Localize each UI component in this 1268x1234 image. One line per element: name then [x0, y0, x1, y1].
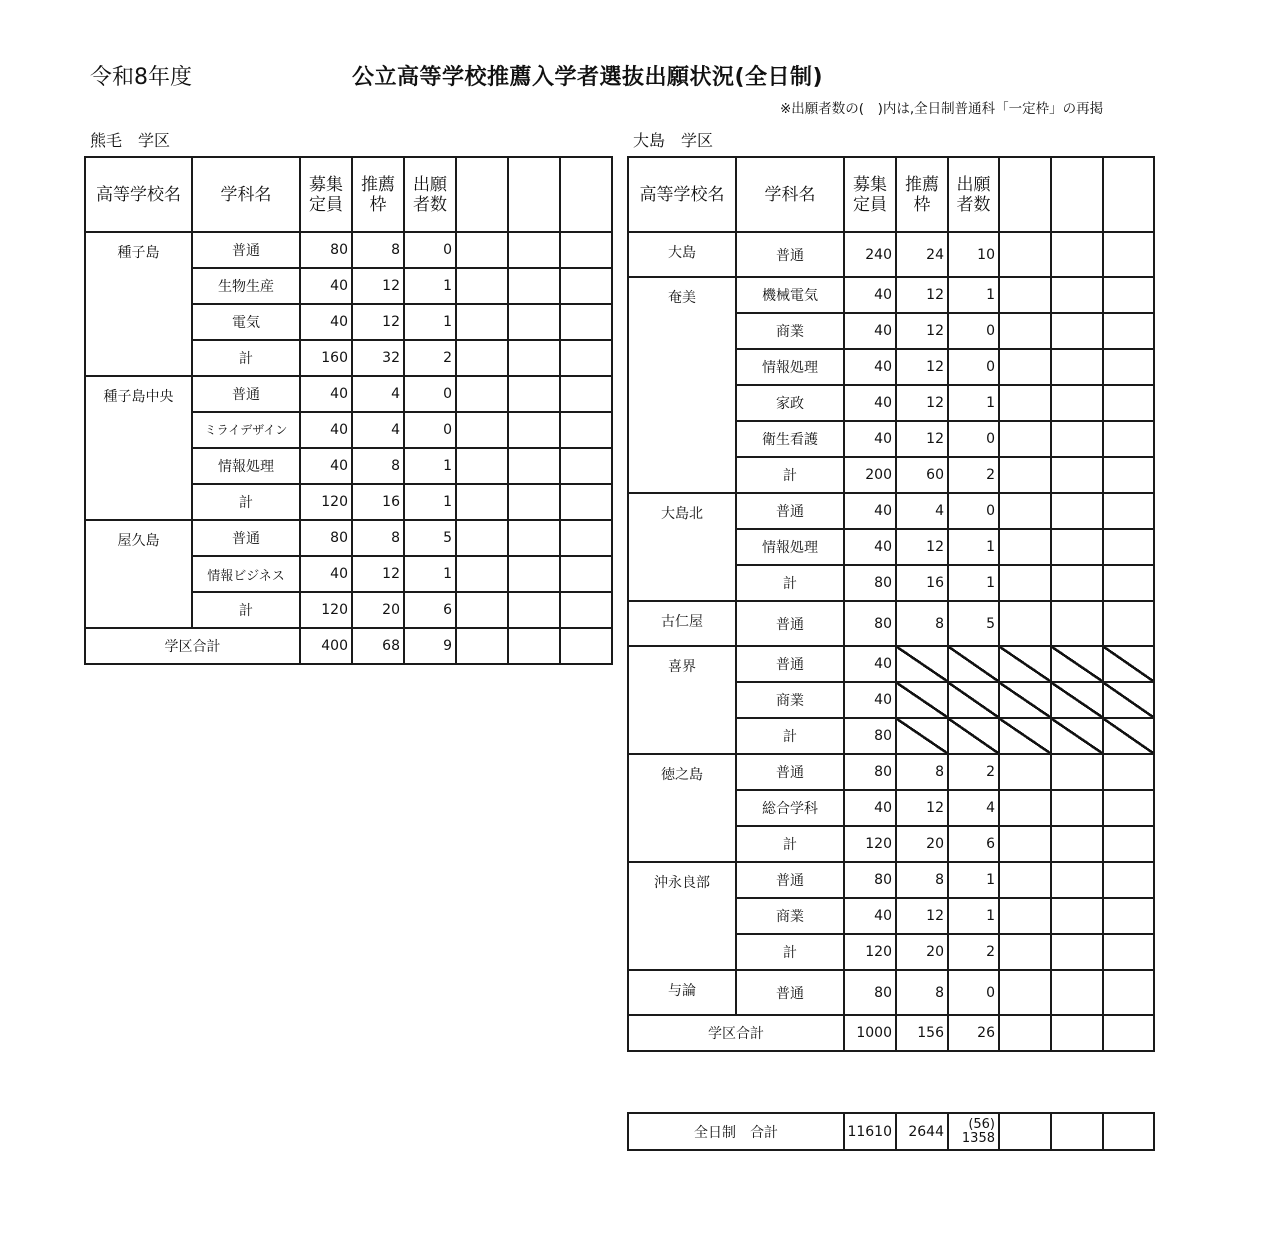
applicants-cell [948, 1113, 999, 1150]
department-name: 普通 [192, 520, 300, 556]
school-name: 沖永良部 [628, 862, 736, 970]
blank-cell [508, 340, 560, 376]
blank-cell [508, 556, 560, 592]
quota-cell: 32 [352, 340, 404, 376]
blank-cell [1103, 457, 1154, 493]
school-name: 古仁屋 [628, 601, 736, 646]
blank-cell [1103, 493, 1154, 529]
applicants-cell: 4 [948, 790, 999, 826]
quota-cell: 4 [896, 493, 948, 529]
blank-cell [1103, 862, 1154, 898]
grand-total-label: 全日制 合計 [628, 1113, 844, 1150]
table-row [628, 646, 1154, 682]
blank-cell [1051, 826, 1103, 862]
fiscal-year: 令和8年度 [90, 65, 192, 90]
quota-cell: 8 [896, 970, 948, 1015]
slashed-cell [1103, 646, 1154, 682]
quota-cell: 8 [352, 232, 404, 268]
quota-cell: 8 [352, 448, 404, 484]
table-row [628, 493, 1154, 529]
school-name: 大島 [628, 232, 736, 277]
capacity-cell: 40 [844, 898, 896, 934]
blank-cell [999, 313, 1051, 349]
blank-cell [508, 628, 560, 664]
applicants-cell: 0 [404, 412, 456, 448]
blank-cell [1051, 349, 1103, 385]
quota-cell: 20 [352, 592, 404, 628]
applicants-cell: 10 [948, 232, 999, 277]
blank-cell [999, 826, 1051, 862]
department-name: 普通 [736, 646, 844, 682]
quota-cell: 8 [896, 754, 948, 790]
applicants-cell: 6 [948, 826, 999, 862]
blank-cell [456, 520, 508, 556]
blank-cell [1051, 385, 1103, 421]
blank-cell [999, 898, 1051, 934]
blank-cell [1103, 313, 1154, 349]
col-header-applicants: 出願 者数 [404, 157, 456, 232]
blank-cell [1103, 934, 1154, 970]
department-name: 普通 [192, 232, 300, 268]
blank-cell [999, 277, 1051, 313]
quota-cell: 12 [352, 268, 404, 304]
capacity-cell: 40 [844, 421, 896, 457]
blank-cell [1051, 862, 1103, 898]
capacity-cell: 40 [844, 529, 896, 565]
blank-cell [1051, 934, 1103, 970]
capacity-cell: 80 [300, 232, 352, 268]
blank-cell [560, 268, 612, 304]
department-name: 普通 [736, 862, 844, 898]
applicants-cell: 0 [948, 421, 999, 457]
school-name: 徳之島 [628, 754, 736, 862]
capacity-cell: 80 [844, 718, 896, 754]
capacity-cell: 40 [844, 493, 896, 529]
blank-cell [1051, 565, 1103, 601]
blank-cell [508, 268, 560, 304]
col-header-capacity: 募集 定員 [844, 157, 896, 232]
capacity-cell: 120 [844, 826, 896, 862]
applicants-cell: 1 [948, 385, 999, 421]
capacity-cell: 200 [844, 457, 896, 493]
school-name: 大島北 [628, 493, 736, 601]
blank-cell [456, 556, 508, 592]
applicants-cell: 1 [948, 529, 999, 565]
quota-cell: 12 [896, 898, 948, 934]
slashed-cell [999, 646, 1051, 682]
footnote: ※出願者数の( )内は,全日制普通科「一定枠」の再掲 [780, 101, 1104, 117]
blank-cell [560, 484, 612, 520]
col-header-blank [1103, 157, 1154, 232]
applicants-total: 1358 [961, 1130, 995, 1146]
capacity-cell: 120 [300, 484, 352, 520]
blank-cell [1051, 313, 1103, 349]
col-header-blank [560, 157, 612, 232]
district-total-row [85, 628, 612, 664]
quota-cell: 20 [896, 826, 948, 862]
page-title: 公立高等学校推薦入学者選抜出願状況(全日制) [352, 65, 824, 90]
blank-cell [560, 376, 612, 412]
blank-cell [456, 484, 508, 520]
district-total-label: 学区合計 [85, 628, 300, 664]
col-header-blank [999, 157, 1051, 232]
blank-cell [1051, 232, 1103, 277]
col-header-school: 高等学校名 [628, 157, 736, 232]
capacity-cell: 40 [844, 385, 896, 421]
quota-cell: 60 [896, 457, 948, 493]
applicants-cell: 1 [404, 268, 456, 304]
blank-cell [560, 340, 612, 376]
blank-cell [1051, 601, 1103, 646]
applicants-cell: 2 [948, 754, 999, 790]
district-title-kumage: 熊毛 学区 [90, 131, 171, 150]
blank-cell [999, 601, 1051, 646]
blank-cell [999, 232, 1051, 277]
header-row [85, 157, 612, 232]
applicants-cell: 1 [948, 862, 999, 898]
blank-cell [999, 1113, 1051, 1150]
capacity-cell: 11610 [844, 1113, 896, 1150]
blank-cell [999, 790, 1051, 826]
applicants-cell: 0 [404, 232, 456, 268]
capacity-cell: 40 [300, 556, 352, 592]
blank-cell [1103, 754, 1154, 790]
quota-cell: 4 [352, 376, 404, 412]
blank-cell [1103, 1015, 1154, 1051]
table-row [628, 754, 1154, 790]
col-header-blank [1051, 157, 1103, 232]
department-name: 機械電気 [736, 277, 844, 313]
quota-cell: 16 [896, 565, 948, 601]
capacity-cell: 80 [844, 601, 896, 646]
applicants-cell: 2 [404, 340, 456, 376]
blank-cell [1103, 898, 1154, 934]
blank-cell [999, 421, 1051, 457]
blank-cell [999, 349, 1051, 385]
col-header-department: 学科名 [192, 157, 300, 232]
quota-cell: 12 [352, 556, 404, 592]
quota-cell: 24 [896, 232, 948, 277]
applicants-cell: 1 [404, 484, 456, 520]
school-name: 奄美 [628, 277, 736, 493]
blank-cell [1051, 457, 1103, 493]
department-name: 情報処理 [192, 448, 300, 484]
quota-cell: 8 [896, 601, 948, 646]
blank-cell [1103, 277, 1154, 313]
blank-cell [999, 754, 1051, 790]
grand-total-table [627, 1112, 1155, 1151]
department-name: 普通 [736, 970, 844, 1015]
applicants-cell: 5 [404, 520, 456, 556]
capacity-cell: 240 [844, 232, 896, 277]
table-row [85, 376, 612, 412]
col-header-blank [456, 157, 508, 232]
blank-cell [1103, 565, 1154, 601]
blank-cell [508, 232, 560, 268]
blank-cell [999, 1015, 1051, 1051]
capacity-cell: 40 [844, 646, 896, 682]
department-name: 商業 [736, 313, 844, 349]
capacity-cell: 80 [844, 754, 896, 790]
department-name: 普通 [736, 754, 844, 790]
blank-cell [1051, 970, 1103, 1015]
blank-cell [1103, 790, 1154, 826]
blank-cell [560, 232, 612, 268]
quota-cell: 16 [352, 484, 404, 520]
blank-cell [1103, 1113, 1154, 1150]
school-name: 屋久島 [85, 520, 192, 628]
blank-cell [560, 556, 612, 592]
col-header-capacity: 募集 定員 [300, 157, 352, 232]
applicants-fixed-quota: (56) [968, 1116, 995, 1132]
blank-cell [1103, 349, 1154, 385]
slashed-cell [1051, 718, 1103, 754]
department-name: 普通 [736, 232, 844, 277]
applicants-cell: 6 [404, 592, 456, 628]
blank-cell [1103, 232, 1154, 277]
quota-cell: 2644 [896, 1113, 948, 1150]
blank-cell [1051, 277, 1103, 313]
slashed-cell [999, 682, 1051, 718]
department-name: 計 [192, 592, 300, 628]
blank-cell [1103, 385, 1154, 421]
blank-cell [560, 520, 612, 556]
department-name: 普通 [192, 376, 300, 412]
slashed-cell [948, 718, 999, 754]
department-name: 家政 [736, 385, 844, 421]
table-row [628, 862, 1154, 898]
blank-cell [999, 862, 1051, 898]
quota-cell: 156 [896, 1015, 948, 1051]
table-row [628, 601, 1154, 646]
quota-cell: 12 [896, 313, 948, 349]
capacity-cell: 40 [300, 412, 352, 448]
department-name: 計 [192, 340, 300, 376]
capacity-cell: 1000 [844, 1015, 896, 1051]
department-name: 普通 [736, 601, 844, 646]
district-total-label: 学区合計 [628, 1015, 844, 1051]
district-total-row [628, 1015, 1154, 1051]
blank-cell [999, 565, 1051, 601]
oshima-table [627, 156, 1155, 1052]
applicants-cell: 1 [948, 898, 999, 934]
capacity-cell: 40 [844, 349, 896, 385]
applicants-cell: 1 [948, 277, 999, 313]
blank-cell [508, 376, 560, 412]
blank-cell [1051, 529, 1103, 565]
blank-cell [1051, 754, 1103, 790]
col-header-applicants: 出願 者数 [948, 157, 999, 232]
department-name: 計 [736, 826, 844, 862]
capacity-cell: 40 [300, 268, 352, 304]
slashed-cell [1051, 646, 1103, 682]
blank-cell [1051, 493, 1103, 529]
blank-cell [456, 376, 508, 412]
blank-cell [1051, 790, 1103, 826]
quota-cell: 12 [896, 385, 948, 421]
capacity-cell: 40 [300, 376, 352, 412]
slashed-cell [1103, 682, 1154, 718]
capacity-cell: 160 [300, 340, 352, 376]
applicants-cell: 26 [948, 1015, 999, 1051]
table-row [628, 970, 1154, 1015]
capacity-cell: 120 [300, 592, 352, 628]
quota-cell: 12 [896, 790, 948, 826]
capacity-cell: 400 [300, 628, 352, 664]
applicants-cell: 0 [404, 376, 456, 412]
blank-cell [456, 340, 508, 376]
applicants-cell: 0 [948, 493, 999, 529]
applicants-cell: 5 [948, 601, 999, 646]
blank-cell [456, 304, 508, 340]
blank-cell [999, 385, 1051, 421]
department-name: 計 [192, 484, 300, 520]
capacity-cell: 40 [300, 304, 352, 340]
applicants-cell: 0 [948, 970, 999, 1015]
col-header-quota: 推薦 枠 [896, 157, 948, 232]
applicants-cell: 2 [948, 457, 999, 493]
department-name: 衛生看護 [736, 421, 844, 457]
capacity-cell: 80 [844, 970, 896, 1015]
slashed-cell [948, 646, 999, 682]
department-name: 情報処理 [736, 349, 844, 385]
quota-cell: 12 [896, 421, 948, 457]
grand-total-row [628, 1113, 1154, 1150]
col-header-quota: 推薦 枠 [352, 157, 404, 232]
blank-cell [999, 493, 1051, 529]
blank-cell [1103, 421, 1154, 457]
quota-cell: 12 [352, 304, 404, 340]
blank-cell [1051, 1015, 1103, 1051]
applicants-cell: 1 [404, 304, 456, 340]
school-name: 種子島 [85, 232, 192, 376]
slashed-cell [1051, 682, 1103, 718]
table-row [85, 520, 612, 556]
quota-cell: 12 [896, 277, 948, 313]
blank-cell [1103, 970, 1154, 1015]
table-row [628, 232, 1154, 277]
slashed-cell [896, 682, 948, 718]
col-header-blank [508, 157, 560, 232]
applicants-cell: 1 [404, 448, 456, 484]
col-header-school: 高等学校名 [85, 157, 192, 232]
blank-cell [456, 592, 508, 628]
school-name: 種子島中央 [85, 376, 192, 520]
slashed-cell [948, 682, 999, 718]
quota-cell: 4 [352, 412, 404, 448]
blank-cell [1103, 826, 1154, 862]
slashed-cell [999, 718, 1051, 754]
blank-cell [456, 268, 508, 304]
capacity-cell: 40 [844, 313, 896, 349]
col-header-department: 学科名 [736, 157, 844, 232]
department-name: 計 [736, 718, 844, 754]
blank-cell [456, 448, 508, 484]
blank-cell [560, 304, 612, 340]
department-name: ミライデザイン [192, 412, 300, 448]
department-name: 生物生産 [192, 268, 300, 304]
blank-cell [999, 529, 1051, 565]
department-name: 商業 [736, 682, 844, 718]
capacity-cell: 120 [844, 934, 896, 970]
capacity-cell: 80 [300, 520, 352, 556]
blank-cell [508, 304, 560, 340]
applicants-cell: 0 [948, 349, 999, 385]
blank-cell [508, 448, 560, 484]
blank-cell [999, 970, 1051, 1015]
department-name: 計 [736, 565, 844, 601]
blank-cell [999, 934, 1051, 970]
blank-cell [1051, 1113, 1103, 1150]
blank-cell [508, 520, 560, 556]
blank-cell [999, 457, 1051, 493]
applicants-cell: 2 [948, 934, 999, 970]
school-name: 喜界 [628, 646, 736, 754]
quota-cell: 8 [896, 862, 948, 898]
slashed-cell [896, 646, 948, 682]
department-name: 情報処理 [736, 529, 844, 565]
applicants-cell: 9 [404, 628, 456, 664]
capacity-cell: 80 [844, 565, 896, 601]
quota-cell: 12 [896, 529, 948, 565]
blank-cell [1051, 898, 1103, 934]
blank-cell [560, 448, 612, 484]
department-name: 普通 [736, 493, 844, 529]
quota-cell: 12 [896, 349, 948, 385]
department-name: 情報ビジネス [192, 556, 300, 592]
school-name: 与論 [628, 970, 736, 1015]
applicants-cell: 1 [404, 556, 456, 592]
department-name: 計 [736, 934, 844, 970]
blank-cell [1103, 601, 1154, 646]
department-name: 総合学科 [736, 790, 844, 826]
slashed-cell [1103, 718, 1154, 754]
blank-cell [508, 484, 560, 520]
capacity-cell: 40 [844, 682, 896, 718]
department-name: 商業 [736, 898, 844, 934]
kumage-table [84, 156, 613, 665]
blank-cell [1103, 529, 1154, 565]
applicants-cell: 0 [948, 313, 999, 349]
department-name: 電気 [192, 304, 300, 340]
department-name: 計 [736, 457, 844, 493]
table-row [628, 277, 1154, 313]
blank-cell [1051, 421, 1103, 457]
blank-cell [456, 628, 508, 664]
district-title-oshima: 大島 学区 [633, 131, 714, 150]
blank-cell [560, 412, 612, 448]
capacity-cell: 40 [300, 448, 352, 484]
table-row [85, 232, 612, 268]
blank-cell [560, 628, 612, 664]
applicants-cell: 1 [948, 565, 999, 601]
header-row [628, 157, 1154, 232]
slashed-cell [896, 718, 948, 754]
quota-cell: 68 [352, 628, 404, 664]
blank-cell [456, 232, 508, 268]
blank-cell [560, 592, 612, 628]
quota-cell: 8 [352, 520, 404, 556]
capacity-cell: 80 [844, 862, 896, 898]
capacity-cell: 40 [844, 790, 896, 826]
quota-cell: 20 [896, 934, 948, 970]
blank-cell [508, 592, 560, 628]
capacity-cell: 40 [844, 277, 896, 313]
blank-cell [508, 412, 560, 448]
blank-cell [456, 412, 508, 448]
